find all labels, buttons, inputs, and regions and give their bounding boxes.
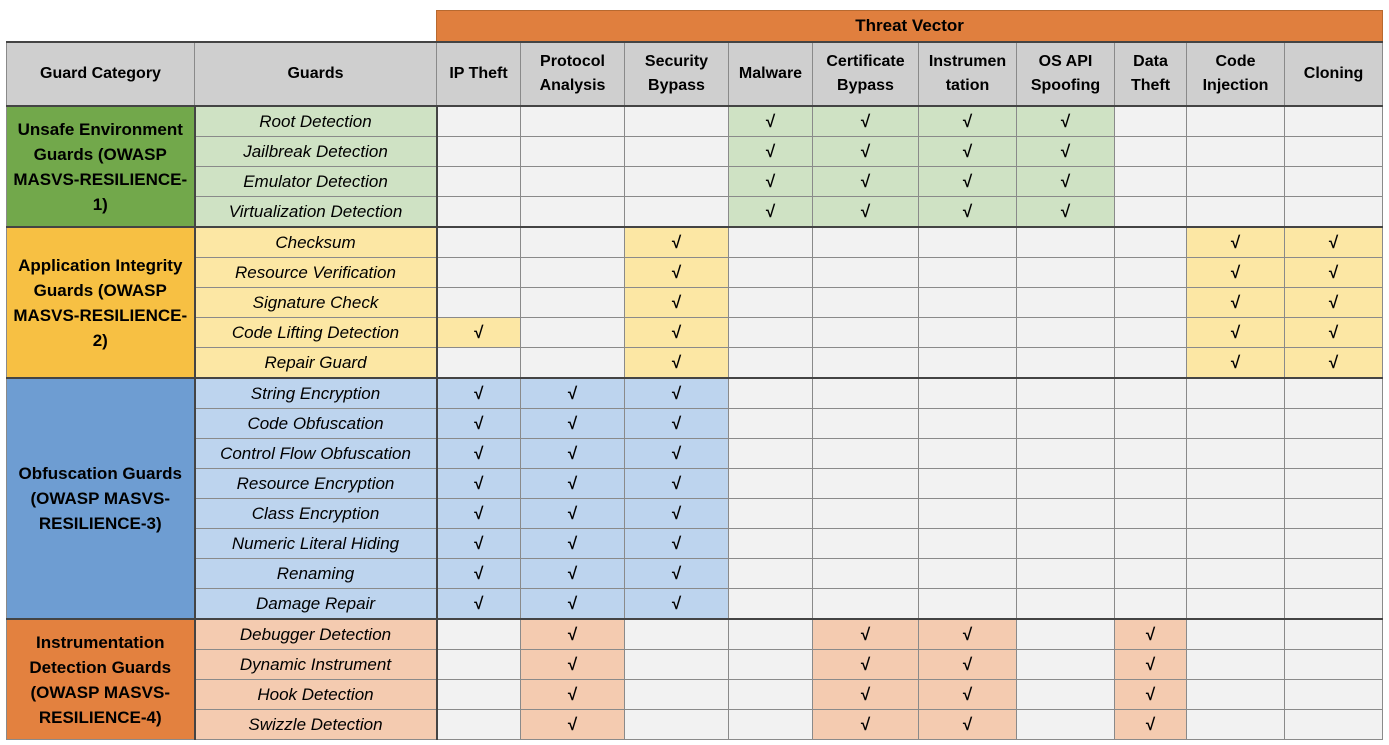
empty-cell [1187, 137, 1285, 167]
guards-header: Guards [195, 42, 437, 106]
check-mark-cell: √ [625, 409, 729, 439]
guard-name-cell: Dynamic Instrument [195, 650, 437, 680]
check-mark-cell: √ [1115, 650, 1187, 680]
empty-cell [1285, 167, 1383, 197]
empty-cell [521, 137, 625, 167]
table-row [7, 318, 1383, 348]
empty-cell [813, 348, 919, 379]
check-mark-cell: √ [521, 499, 625, 529]
check-mark-cell: √ [1187, 288, 1285, 318]
empty-cell [625, 167, 729, 197]
check-mark-cell: √ [521, 710, 625, 740]
check-mark-cell: √ [625, 469, 729, 499]
empty-cell [729, 288, 813, 318]
empty-cell [1115, 258, 1187, 288]
table-row [7, 106, 1383, 137]
empty-cell [729, 409, 813, 439]
empty-cell [1285, 197, 1383, 228]
empty-cell [729, 439, 813, 469]
empty-cell [1285, 589, 1383, 620]
empty-cell [1017, 499, 1115, 529]
empty-cell [919, 559, 1017, 589]
empty-cell [729, 258, 813, 288]
empty-cell [1017, 619, 1115, 650]
empty-cell [1115, 318, 1187, 348]
empty-cell [437, 258, 521, 288]
check-mark-cell: √ [1187, 258, 1285, 288]
check-mark-cell: √ [813, 167, 919, 197]
check-mark-cell: √ [625, 258, 729, 288]
empty-cell [729, 589, 813, 620]
empty-cell [1285, 106, 1383, 137]
guard-category-cell: Obfuscation Guards (OWASP MASVS-RESILIENCE-3) [7, 378, 195, 619]
guard-name-cell: Class Encryption [195, 499, 437, 529]
empty-cell [1285, 680, 1383, 710]
check-mark-cell: √ [813, 710, 919, 740]
guard-name-cell: Resource Verification [195, 258, 437, 288]
empty-cell [1017, 650, 1115, 680]
empty-cell [1187, 619, 1285, 650]
check-mark-cell: √ [813, 137, 919, 167]
empty-cell [1187, 439, 1285, 469]
check-mark-cell: √ [437, 529, 521, 559]
table-row [7, 439, 1383, 469]
empty-cell [919, 499, 1017, 529]
check-mark-cell: √ [729, 167, 813, 197]
guard-name-cell: Code Lifting Detection [195, 318, 437, 348]
check-mark-cell: √ [437, 409, 521, 439]
table-row [7, 499, 1383, 529]
guard-name-cell: Emulator Detection [195, 167, 437, 197]
guard-name-cell: Checksum [195, 227, 437, 258]
empty-cell [919, 439, 1017, 469]
empty-cell [919, 589, 1017, 620]
empty-cell [919, 288, 1017, 318]
empty-cell [919, 378, 1017, 409]
empty-cell [919, 469, 1017, 499]
check-mark-cell: √ [729, 106, 813, 137]
empty-cell [1017, 378, 1115, 409]
vector-header-0: IP Theft [437, 42, 521, 106]
check-mark-cell: √ [521, 409, 625, 439]
check-mark-cell: √ [521, 559, 625, 589]
check-mark-cell: √ [919, 137, 1017, 167]
empty-cell [1187, 559, 1285, 589]
table-row [7, 137, 1383, 167]
empty-cell [1187, 197, 1285, 228]
empty-cell [437, 288, 521, 318]
empty-cell [1017, 589, 1115, 620]
empty-cell [625, 680, 729, 710]
empty-cell [919, 227, 1017, 258]
guard-name-cell: String Encryption [195, 378, 437, 409]
empty-cell [813, 559, 919, 589]
empty-cell [919, 318, 1017, 348]
empty-cell [1285, 650, 1383, 680]
guard-category-cell: Instrumentation Detection Guards (OWASP MASVS-RESILIENCE-4) [7, 619, 195, 740]
empty-cell [1115, 499, 1187, 529]
empty-cell [1115, 106, 1187, 137]
guard-name-cell: Hook Detection [195, 680, 437, 710]
empty-cell [813, 378, 919, 409]
check-mark-cell: √ [1285, 288, 1383, 318]
check-mark-cell: √ [1017, 106, 1115, 137]
guard-name-cell: Control Flow Obfuscation [195, 439, 437, 469]
empty-cell [813, 439, 919, 469]
vector-header-8: Code Injection [1187, 42, 1285, 106]
table-row [7, 680, 1383, 710]
empty-cell [1285, 137, 1383, 167]
table-row [7, 710, 1383, 740]
guard-name-cell: Jailbreak Detection [195, 137, 437, 167]
check-mark-cell: √ [1115, 619, 1187, 650]
vector-header-9: Cloning [1285, 42, 1383, 106]
check-mark-cell: √ [625, 348, 729, 379]
empty-cell [813, 499, 919, 529]
empty-cell [625, 619, 729, 650]
check-mark-cell: √ [1187, 348, 1285, 379]
check-mark-cell: √ [437, 589, 521, 620]
check-mark-cell: √ [625, 318, 729, 348]
empty-cell [729, 559, 813, 589]
table-body [7, 106, 1383, 740]
empty-cell [521, 258, 625, 288]
empty-cell [1017, 469, 1115, 499]
empty-cell [521, 167, 625, 197]
empty-cell [919, 529, 1017, 559]
empty-cell [1017, 529, 1115, 559]
check-mark-cell: √ [919, 680, 1017, 710]
table-row [7, 559, 1383, 589]
check-mark-cell: √ [437, 318, 521, 348]
guard-name-cell: Repair Guard [195, 348, 437, 379]
check-mark-cell: √ [437, 469, 521, 499]
empty-cell [729, 529, 813, 559]
empty-cell [437, 227, 521, 258]
empty-cell [813, 589, 919, 620]
empty-cell [521, 106, 625, 137]
guard-name-cell: Signature Check [195, 288, 437, 318]
check-mark-cell: √ [1187, 227, 1285, 258]
check-mark-cell: √ [521, 469, 625, 499]
guard-name-cell: Virtualization Detection [195, 197, 437, 228]
check-mark-cell: √ [919, 650, 1017, 680]
empty-cell [1115, 378, 1187, 409]
empty-cell [919, 409, 1017, 439]
check-mark-cell: √ [625, 559, 729, 589]
table-row [7, 409, 1383, 439]
empty-cell [1187, 589, 1285, 620]
empty-cell [1285, 559, 1383, 589]
table-row [7, 529, 1383, 559]
check-mark-cell: √ [813, 650, 919, 680]
empty-cell [437, 167, 521, 197]
table-row [7, 167, 1383, 197]
empty-cell [729, 227, 813, 258]
empty-cell [813, 288, 919, 318]
check-mark-cell: √ [437, 559, 521, 589]
empty-cell [1017, 559, 1115, 589]
empty-cell [1187, 710, 1285, 740]
check-mark-cell: √ [919, 710, 1017, 740]
empty-cell [521, 288, 625, 318]
empty-cell [625, 106, 729, 137]
empty-cell [437, 619, 521, 650]
check-mark-cell: √ [521, 378, 625, 409]
empty-cell [1115, 197, 1187, 228]
empty-cell [1285, 439, 1383, 469]
guard-name-cell: Damage Repair [195, 589, 437, 620]
table-row [7, 258, 1383, 288]
empty-cell [625, 137, 729, 167]
empty-cell [813, 409, 919, 439]
vector-header-1: Protocol Analysis [521, 42, 625, 106]
empty-cell [1115, 559, 1187, 589]
empty-cell [437, 137, 521, 167]
table-row [7, 348, 1383, 379]
empty-cell [437, 106, 521, 137]
empty-cell [729, 378, 813, 409]
empty-cell [437, 197, 521, 228]
empty-cell [1017, 439, 1115, 469]
check-mark-cell: √ [1285, 318, 1383, 348]
check-mark-cell: √ [1285, 348, 1383, 379]
empty-cell [437, 650, 521, 680]
empty-cell [437, 680, 521, 710]
table-row [7, 619, 1383, 650]
check-mark-cell: √ [521, 589, 625, 620]
guard-name-cell: Resource Encryption [195, 469, 437, 499]
check-mark-cell: √ [625, 439, 729, 469]
check-mark-cell: √ [813, 680, 919, 710]
empty-cell [1187, 469, 1285, 499]
table-row [7, 197, 1383, 228]
check-mark-cell: √ [1187, 318, 1285, 348]
vector-header-4: Certificate Bypass [813, 42, 919, 106]
guard-name-cell: Renaming [195, 559, 437, 589]
table-row [7, 227, 1383, 258]
table-row [7, 378, 1383, 409]
empty-cell [1285, 469, 1383, 499]
threat-vector-title: Threat Vector [437, 11, 1383, 43]
empty-cell [521, 318, 625, 348]
vector-header-2: Security Bypass [625, 42, 729, 106]
guard-category-header: Guard Category [7, 42, 195, 106]
check-mark-cell: √ [1115, 710, 1187, 740]
check-mark-cell: √ [625, 288, 729, 318]
empty-cell [729, 348, 813, 379]
empty-cell [813, 318, 919, 348]
empty-cell [1187, 167, 1285, 197]
vector-header-7: Data Theft [1115, 42, 1187, 106]
empty-cell [1285, 409, 1383, 439]
check-mark-cell: √ [437, 378, 521, 409]
check-mark-cell: √ [1017, 167, 1115, 197]
check-mark-cell: √ [625, 589, 729, 620]
check-mark-cell: √ [813, 106, 919, 137]
empty-cell [1285, 710, 1383, 740]
empty-cell [813, 529, 919, 559]
check-mark-cell: √ [919, 167, 1017, 197]
empty-cell [1115, 469, 1187, 499]
empty-cell [1017, 288, 1115, 318]
check-mark-cell: √ [521, 439, 625, 469]
empty-cell [1115, 227, 1187, 258]
guard-name-cell: Numeric Literal Hiding [195, 529, 437, 559]
empty-cell [1115, 137, 1187, 167]
empty-cell [729, 710, 813, 740]
table-row [7, 650, 1383, 680]
empty-cell [1115, 589, 1187, 620]
empty-cell [1285, 619, 1383, 650]
guard-name-cell: Code Obfuscation [195, 409, 437, 439]
empty-cell [1187, 409, 1285, 439]
empty-cell [1187, 378, 1285, 409]
check-mark-cell: √ [1285, 227, 1383, 258]
empty-cell [729, 318, 813, 348]
guard-name-cell: Swizzle Detection [195, 710, 437, 740]
check-mark-cell: √ [1017, 197, 1115, 228]
check-mark-cell: √ [625, 529, 729, 559]
empty-cell [1017, 227, 1115, 258]
check-mark-cell: √ [729, 137, 813, 167]
empty-cell [1115, 529, 1187, 559]
empty-cell [1017, 409, 1115, 439]
table-row [7, 288, 1383, 318]
guard-name-cell: Root Detection [195, 106, 437, 137]
empty-cell [729, 499, 813, 529]
empty-cell [1285, 499, 1383, 529]
empty-cell [1187, 529, 1285, 559]
empty-cell [1017, 680, 1115, 710]
empty-cell [1115, 409, 1187, 439]
empty-cell [919, 348, 1017, 379]
check-mark-cell: √ [437, 499, 521, 529]
empty-cell [521, 348, 625, 379]
empty-cell [437, 348, 521, 379]
empty-cell [1017, 710, 1115, 740]
empty-cell [1017, 318, 1115, 348]
check-mark-cell: √ [521, 650, 625, 680]
check-mark-cell: √ [1115, 680, 1187, 710]
check-mark-cell: √ [521, 680, 625, 710]
guard-category-cell: Unsafe Environment Guards (OWASP MASVS-RESILIENCE-1) [7, 106, 195, 227]
check-mark-cell: √ [813, 197, 919, 228]
empty-cell [729, 680, 813, 710]
empty-cell [1017, 258, 1115, 288]
empty-cell [1187, 650, 1285, 680]
threat-vector-table [6, 10, 1383, 740]
vector-header-5: Instrumen tation [919, 42, 1017, 106]
check-mark-cell: √ [813, 619, 919, 650]
corner-blank [7, 11, 437, 43]
check-mark-cell: √ [1285, 258, 1383, 288]
vector-header-6: OS API Spoofing [1017, 42, 1115, 106]
empty-cell [625, 650, 729, 680]
check-mark-cell: √ [919, 197, 1017, 228]
check-mark-cell: √ [1017, 137, 1115, 167]
check-mark-cell: √ [729, 197, 813, 228]
check-mark-cell: √ [919, 106, 1017, 137]
empty-cell [813, 469, 919, 499]
check-mark-cell: √ [625, 227, 729, 258]
check-mark-cell: √ [521, 619, 625, 650]
table-row [7, 589, 1383, 620]
empty-cell [625, 197, 729, 228]
empty-cell [813, 227, 919, 258]
empty-cell [1115, 348, 1187, 379]
check-mark-cell: √ [437, 439, 521, 469]
empty-cell [729, 650, 813, 680]
empty-cell [813, 258, 919, 288]
empty-cell [1115, 439, 1187, 469]
empty-cell [729, 469, 813, 499]
guard-category-cell: Application Integrity Guards (OWASP MASVS-RESILIENCE-2) [7, 227, 195, 378]
empty-cell [1017, 348, 1115, 379]
empty-cell [1115, 288, 1187, 318]
table-row [7, 469, 1383, 499]
empty-cell [625, 710, 729, 740]
empty-cell [1285, 529, 1383, 559]
empty-cell [1187, 680, 1285, 710]
empty-cell [919, 258, 1017, 288]
empty-cell [1285, 378, 1383, 409]
empty-cell [1115, 167, 1187, 197]
empty-cell [521, 227, 625, 258]
empty-cell [437, 710, 521, 740]
empty-cell [1187, 499, 1285, 529]
check-mark-cell: √ [521, 529, 625, 559]
check-mark-cell: √ [625, 378, 729, 409]
vector-header-3: Malware [729, 42, 813, 106]
empty-cell [521, 197, 625, 228]
empty-cell [1187, 106, 1285, 137]
check-mark-cell: √ [625, 499, 729, 529]
empty-cell [729, 619, 813, 650]
guard-name-cell: Debugger Detection [195, 619, 437, 650]
check-mark-cell: √ [919, 619, 1017, 650]
